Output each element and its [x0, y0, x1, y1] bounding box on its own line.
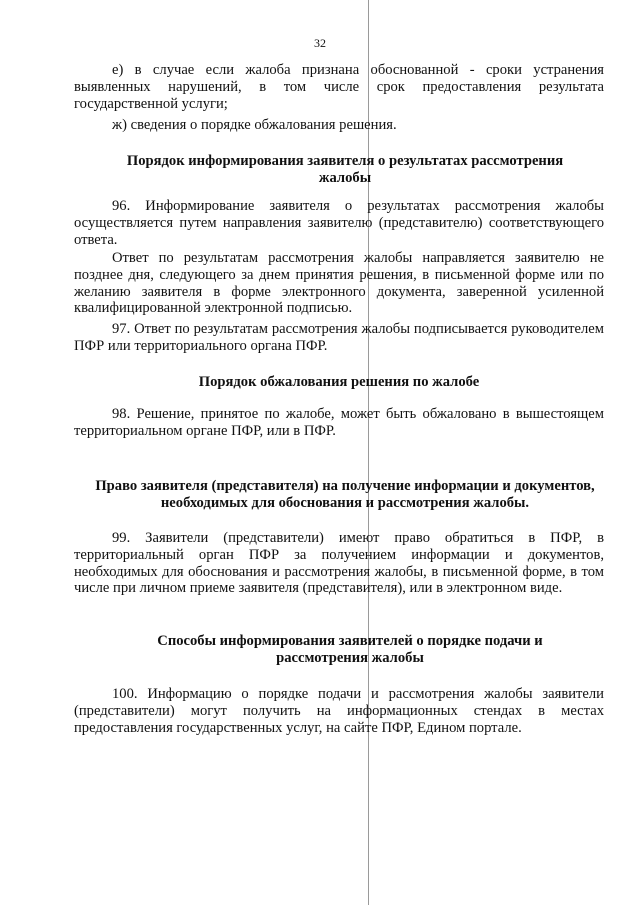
section-heading-appeal-decision: Порядок обжалования решения по жалобе	[198, 374, 480, 390]
page-fold-line	[368, 0, 369, 905]
paragraph-97: 97. Ответ по результатам рассмотрения жалобы подписывается руководителем ПФР или территориального органа ПФР.	[74, 321, 604, 354]
paragraph-answer-deadline: Ответ по результатам рассмотрения жалобы направляется заявителю не позднее дня, следующего за днем принятия решения, в письменной форме или по желанию заявителя в форме электронного документа, заверенной усиленной квалифицированной электронной подписью.	[74, 250, 604, 317]
section-heading-inform-results: Порядок информирования заявителя о результатах рассмотрения жалобы	[126, 153, 564, 186]
paragraph-item-e: е) в случае если жалоба признана обоснованной - сроки устранения выявленных нарушений, в том числе срок предоставления результата государственной услуги;	[74, 62, 604, 112]
paragraph-100: 100. Информацию о порядке подачи и рассмотрения жалобы заявители (представители) могут получить на информационных стендах в местах предоставления государственных услуг, на сайте ПФР, Едином портале.	[74, 686, 604, 736]
page-number: 32	[314, 36, 326, 50]
section-heading-methods-of-informing: Способы информирования заявителей о порядке подачи и рассмотрения жалобы	[157, 633, 543, 666]
paragraph-99: 99. Заявители (представители) имеют право обратиться в ПФР, в территориальный орган ПФР за получением информации и документов, необходимых для обоснования и рассмотрения жалобы, в письменной форме, в том числе при личном приеме заявителя (представителя), или в электронном виде.	[74, 530, 604, 597]
paragraph-96: 96. Информирование заявителя о результатах рассмотрения жалобы осуществляется путем направления заявителю (представителю) соответствующего ответа.	[74, 198, 604, 248]
paragraph-item-zh: ж) сведения о порядке обжалования решения.	[112, 117, 397, 133]
paragraph-98: 98. Решение, принятое по жалобе, может быть обжаловано в вышестоящем территориальном органе ПФР, или в ПФР.	[74, 406, 604, 439]
section-heading-right-to-information: Право заявителя (представителя) на получение информации и документов, необходимых для обоснования и рассмотрения жалобы.	[95, 478, 595, 511]
